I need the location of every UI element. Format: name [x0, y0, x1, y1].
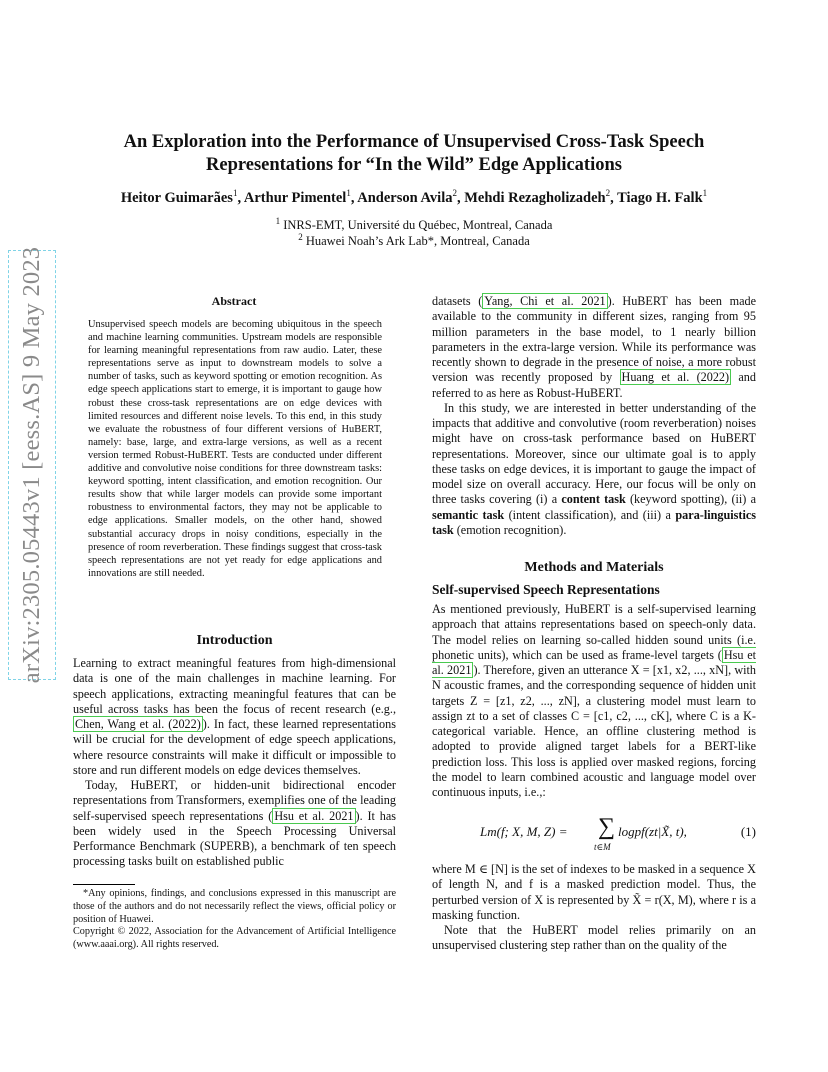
- summation-subscript: t∈M: [594, 842, 611, 852]
- author-name: Anderson Avila: [357, 190, 453, 206]
- equation-rhs: logpf(zt|X̃, t),: [618, 824, 687, 839]
- methods-heading: Methods and Materials: [524, 560, 664, 575]
- affiliation-2: $^2$ Huawei Noah’s Ark Lab*, Montreal, Canada: [298, 231, 530, 248]
- footnote-rule: [73, 884, 135, 885]
- semantic-task-term: semantic task: [432, 507, 505, 522]
- introduction-heading: Introduction: [196, 633, 273, 648]
- introduction-body: [73, 656, 396, 870]
- citation-link[interactable]: Hsu et al. 2021: [432, 647, 757, 677]
- author-affiliation-mark: 1: [702, 188, 708, 199]
- equation-number: (1): [740, 824, 756, 839]
- title-line-2: Representations for “In the Wild” Edge Applications: [206, 155, 622, 175]
- citation-link[interactable]: Yang, Chi et al. 2021: [484, 294, 606, 308]
- right-column-intro-continued: [432, 294, 756, 538]
- after-equation-paragraph: where M ∈ [N] is the set of indexes to be masked in a sequence X of length N, and f is a masked prediction model. Thus, the perturbed version of X is represented by X̃ = r(X, M), where r is a masking function.: [432, 862, 756, 922]
- citation-link[interactable]: Hsu et al. 2021: [274, 808, 354, 823]
- author-name: Mehdi Rezagholizadeh: [464, 190, 606, 206]
- citation-link[interactable]: Chen, Wang et al. (2022): [75, 717, 201, 731]
- content-task-term: content task: [561, 492, 626, 507]
- affiliation-1-text: INRS-EMT, Université du Québec, Montreal, Canada: [283, 218, 553, 232]
- abstract-body: Unsupervised speech models are becoming ubiquitous in the speech and machine learning communities. Upstream models are responsible for learning meaningful representations from raw audio. Later, these representations serve as input to downstream models to solve a number of tasks, such as keyword spotting or emotion recognition. As edge speech applications start to emerge, it is important to gauge how robust these cross-task representations are on edge devices with limited resources and different noise levels. To this end, in this study we evaluate the robustness of four different versions of HuBERT, namely: base, large, and extra-large versions, as well as a recent version termed Robust-HuBERT. Tests are conducted under different additive and convolutive noise conditions for three downstream tasks: keyword spotting, intent classification, and emotion recognition. Our results show that while larger models can provide some important robustness to environmental factors, they may not be applicable to edge applications. Smaller models, on the other hand, showed substantial accuracy drops in noisy conditions, especially in the presence of room reverberation. These findings suggest that cross-task speech representations are not yet ready for edge applications and innovations are still needed.: [88, 319, 382, 579]
- footnotes: [73, 888, 396, 952]
- author-affiliation-mark: 2: [452, 188, 457, 199]
- methods-body-continued: [432, 862, 756, 954]
- intro-paragraph-1: Learning to extract meaningful features from high-dimensional data is one of the main challenges in machine learning. For speech applications, extracting meaningful features that can be useful across tasks has been the focus of recent research (e.g., Chen, Wang et al. (2022) ). In fact, these learned representations will be crucial for the development of edge speech applications, where resource constraints will make it difficult or impossible to store and run different models on edge devices themselves.: [73, 656, 396, 777]
- intro-paragraph-2: Today, HuBERT, or hidden-unit bidirectional encoder representations from Transformers, exemplifies one of the leading self-supervised speech representations ( Hsu et al. 2021 ). It has been widely used in the Speech Processing Universal Performance Benchmark (SUPERB), a benchmark of ten speech processing tasks built on established public: [73, 778, 397, 869]
- hubert-note-paragraph: Note that the HuBERT model relies primarily on an unsupervised clustering step rather than on the quality of the: [432, 923, 756, 953]
- author-list: Heitor Guimarães$^1$, Arthur Pimentel$^1$, Anderson Avila$^2$, Mehdi Rezagholizadeh$^2$, Tiago H. Falk$^1$: [120, 188, 708, 206]
- citation-link[interactable]: Huang et al. (2022): [621, 370, 730, 385]
- methods-paragraph-1: As mentioned previously, HuBERT is a self-supervised learning approach that attains representations based on speech-only data. The model relies on learning so-called hidden sound units (i.e. phonetic units), which can be used as frame-level targets ( Hsu et al. 2021 ). Therefore, given an utterance X = [x1, x2, ..., xN], with N acoustic frames, and the corresponding sequence of hidden unit targets Z = [z1, z2, ..., zN], a clustering model must learn to assign zt to a set of classes C = [c1, c2, ..., cK], where C is a K-categorical variable. Hence, an offline clustering method is adopted to provide aligned target labels for a BERT-like prediction loss. This loss is applied over masked regions, forcing the model to learn combined acoustic and language model over continuous inputs, i.e.,:: [432, 602, 757, 799]
- right-paragraph-2: In this study, we are interested in better understanding of the impacts that additive and convolutive (room reverberation) noises might have on cross-task performance based on HuBERT representations. Moreover, since our ultimate goal is to apply these tasks on edge devices, it is important to gauge the impact of model size on overall accuracy. Here, our focus will be only on three tasks covering (i) a content task (keyword spotting), (ii) a semantic task (intent classification), and (iii) a para-linguistics task (emotion recognition).: [432, 400, 756, 537]
- author-name: Heitor Guimarães: [120, 190, 233, 206]
- author-affiliation-mark: 2: [605, 188, 611, 199]
- abstract-heading: Abstract: [211, 294, 257, 308]
- affiliation-2-text: Huawei Noah’s Ark Lab*, Montreal, Canada: [305, 234, 530, 248]
- footnote-disclaimer: *Any opinions, findings, and conclusions expressed in this manuscript are those of the authors and do not necessarily reflect the views, official policy or position of Huawei.: [73, 888, 396, 925]
- author-affiliation-mark: 1: [346, 188, 351, 199]
- copyright-notice: Copyright © 2022, Association for the Advancement of Artificial Intelligence (www.aaai.org). All rights reserved.: [73, 926, 396, 951]
- equation-1: [480, 814, 756, 858]
- arxiv-id-text: arXiv:2305.05443v1 [eess.AS] 9 May 2023: [18, 246, 45, 684]
- ssr-subheading: Self-supervised Speech Representations: [432, 582, 660, 597]
- affiliation-1: $^1$ INRS-EMT, Université du Québec, Montreal, Canada: [275, 215, 553, 232]
- author-name: Tiago H. Falk: [617, 190, 703, 206]
- right-paragraph-1: datasets ( Yang, Chi et al. 2021 ). HuBERT has been made available to the community in different sizes, ranging from 95 million parameters in the base model, to 1 nearly billion parameters in the extra-large version. While its performance was recently shown to degrade in the presence of noise, a more robust version was recently proposed by Huang et al. (2022) and referred to as here as Robust-HuBERT.: [432, 294, 757, 400]
- author-affiliation-mark: 1: [232, 188, 238, 199]
- title-line-1: An Exploration into the Performance of Unsupervised Cross-Task Speech: [123, 132, 705, 152]
- arxiv-identifier-stamp: [8, 246, 56, 684]
- affiliations: [200, 217, 628, 249]
- equation-lhs: Lm(f; X, M, Z) =: [480, 824, 568, 839]
- paper-title: [90, 131, 738, 177]
- author-name: Arthur Pimentel: [243, 190, 347, 206]
- methods-body: [432, 602, 756, 800]
- summation-symbol: ∑: [598, 814, 616, 840]
- para-linguistics-task-term: para-linguistics task: [432, 507, 756, 537]
